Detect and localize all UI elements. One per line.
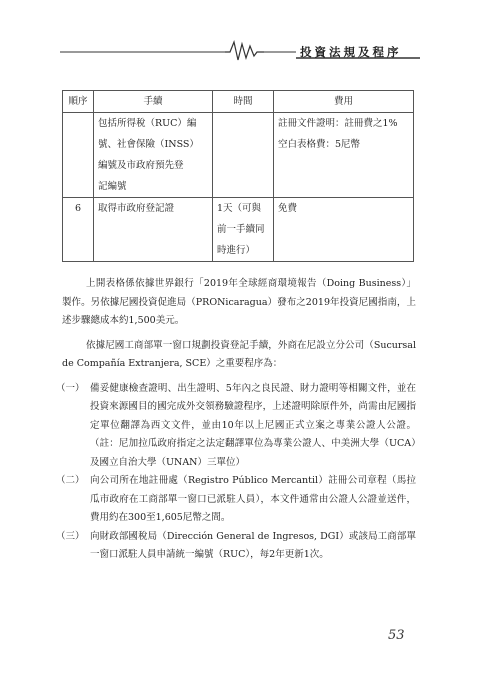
cell-time	[213, 198, 274, 262]
fee-line: 註冊文件證明：註冊費之1%	[278, 118, 398, 129]
cell-time	[213, 113, 274, 198]
list-item-text: 備妥健康檢查證明、出生證明、5年內之良民證、財力證明等相關文件，並在投資來源國目的國完成外交領務驗證程序，上述證明除原件外，尚需由尼國指定單位翻譯為西文文件，並由10年以上尼國正式立案之專業公證人公證。（註：尼加拉瓜政府指定之法定翻譯單位為專業公證人、中美洲大學（UCA）及國立自治大學（UNAN）三單位）	[90, 382, 416, 468]
cell-procedure	[94, 113, 213, 198]
cell-procedure	[94, 198, 213, 262]
list-item	[56, 380, 416, 473]
fee-line: 空白表格費：5尼幣	[278, 139, 361, 150]
list-item-number: （三）	[56, 530, 85, 542]
header-cell-order	[63, 91, 94, 113]
header-cell-fee	[274, 91, 414, 113]
procedure-line: 記編號	[98, 181, 127, 192]
cell-fee	[274, 113, 414, 198]
page-header	[0, 38, 480, 66]
header-order-label: 順序	[68, 96, 88, 107]
list-item-number: （一）	[56, 382, 85, 394]
header-fee-label: 費用	[333, 96, 353, 107]
list-item-text: 向財政部國稅局（Dirección General de Ingresos, DGI）或該局工商部單一窗口派駐人員申請統一編號（RUC），每2年更新1次。	[90, 530, 416, 560]
paragraph: 上開表格係依據世界銀行「2019年全球經商環境報告（Doing Business）」製作。另依據尼國投資促進局（PRONicaragua）發布之2019年投資尼國指南，上述步驟總成本約1,500美元。	[62, 278, 416, 326]
header-cell-procedure	[94, 91, 213, 113]
header-title: 投資法規及程序	[300, 45, 402, 59]
header-procedure-label: 手續	[143, 96, 163, 107]
list-item	[56, 472, 416, 528]
table-row	[63, 113, 414, 198]
list-item-text: 向公司所在地註冊處（Registro Público Mercantil）註冊公司章程（馬拉瓜市政府在工商部單一窗口已派駐人員），本文件通常由公證人公證並送件，費用約在300至1,605尼幣之間。	[90, 475, 416, 523]
header-pulse-line	[0, 38, 480, 66]
cell-order: 6	[63, 198, 94, 262]
paragraph: 依據尼國工商部單一窗口規劃投資登記手續，外商在尼設立分公司（Sucursal de Compañía Extranjera, SCE）之重要程序為：	[62, 339, 416, 369]
list-item-number: （二）	[56, 475, 85, 486]
time-line: 1天（可與	[217, 203, 262, 214]
time-line: 前一手續同	[217, 224, 265, 235]
cell-fee	[274, 198, 414, 262]
procedure-line: 號、社會保險（INSS）	[98, 139, 199, 150]
table-row	[63, 198, 414, 262]
cell-order	[63, 113, 94, 198]
fee-line: 免費	[278, 203, 298, 214]
procedure-line: 編號及市政府預先登	[98, 160, 184, 171]
list-item	[56, 528, 416, 565]
header-time-label: 時間	[233, 96, 253, 107]
procedure-line: 取得市政府登記證	[98, 203, 175, 214]
table-header-row	[63, 91, 414, 113]
header-cell-time	[213, 91, 274, 113]
time-line: 時進行）	[217, 245, 256, 256]
procedure-table	[62, 90, 414, 262]
body-text	[56, 275, 416, 565]
procedure-line: 包括所得稅（RUC）編	[98, 118, 197, 129]
page-number: 53	[388, 628, 405, 643]
